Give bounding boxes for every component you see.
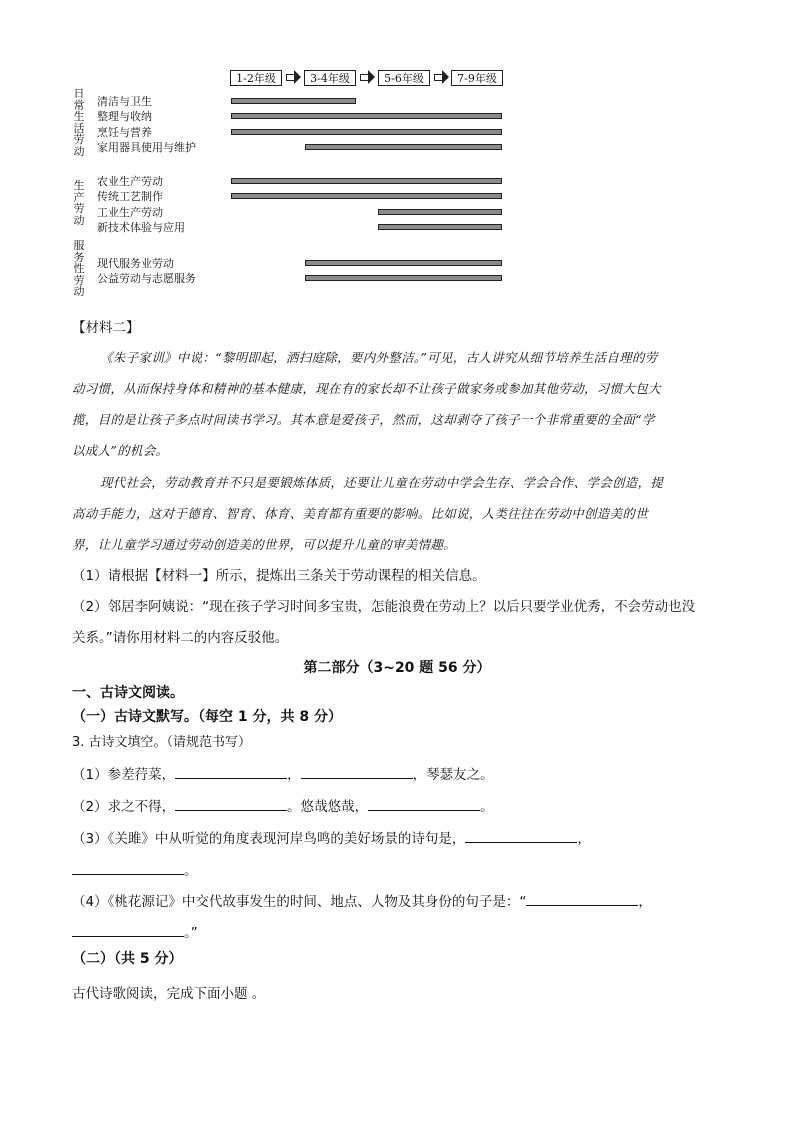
- grade-label-2: 3-4年级: [304, 70, 356, 86]
- question-3-3-line2: 。: [72, 860, 722, 881]
- arrow-right-icon: [360, 74, 368, 81]
- arrow-right-icon: [286, 74, 294, 81]
- section-1-2-title: （二）（共 5 分）: [72, 951, 183, 967]
- item-label: 整理与收纳: [97, 110, 152, 124]
- item-label: 传统工艺制作: [97, 190, 163, 204]
- material2-p1-line3: 揽，目的是让孩子多点时间读书学习。其本意是爱孩子，然而，这却剥夺了孩子一个非常重要的全面“学: [72, 412, 655, 427]
- answer-blank[interactable]: [526, 891, 638, 906]
- question-3-4-line2: 。”: [72, 922, 722, 943]
- question-2-line1: （2）邻居李阿姨说：“现在孩子学习时间多宝贵，怎能浪费在劳动上？以后只要学业优秀，不会劳动也没: [72, 599, 696, 615]
- question-3: 3. 古诗文填空。（请规范书写）: [72, 735, 252, 750]
- arrow-head-icon: [368, 70, 375, 84]
- material2-p1-line2: 动习惯，从而保持身体和精神的基本健康，现在有的家长却不让孩子做家务或参加其他劳动，习惯大包大: [72, 381, 661, 396]
- item-label: 家用器具使用与维护: [97, 140, 196, 154]
- question-3-3: （3）《关雎》中从听觉的角度表现河岸鸟鸣的美好场景的诗句是， ，: [72, 828, 722, 849]
- answer-blank[interactable]: [175, 796, 287, 811]
- material2-p1-line1: 《朱子家训》中说：“黎明即起，洒扫庭除，要内外整洁。”可见，古人讲究从细节培养生活自理的劳: [100, 350, 658, 365]
- question-3-4: （4）《桃花源记》中交代故事发生的时间、地点、人物及其身份的句子是：“ ，: [72, 891, 722, 912]
- grade-range-bar: [231, 129, 502, 135]
- answer-blank[interactable]: [72, 860, 184, 875]
- grade-range-bar: [378, 224, 502, 230]
- answer-blank[interactable]: [368, 796, 480, 811]
- answer-blank[interactable]: [301, 764, 413, 779]
- grade-label-3: 5-6年级: [378, 70, 430, 86]
- grade-label-4: 7-9年级: [451, 70, 503, 86]
- item-label: 工业生产劳动: [97, 205, 163, 219]
- arrow-head-icon: [442, 70, 449, 84]
- material2-p2-line2: 高动手能力，这对于德育、智育、体育、美育都有重要的影响。比如说，人类往往在劳动中创造美的世: [72, 506, 649, 521]
- item-label: 现代服务业劳动: [97, 257, 174, 270]
- section-1-2-desc: 古代诗歌阅读，完成下面小题 。: [72, 986, 266, 1002]
- answer-blank[interactable]: [465, 828, 577, 843]
- answer-blank[interactable]: [175, 764, 287, 779]
- part2-title: 第二部分（3~20 题 56 分）: [303, 660, 491, 676]
- grade-label-1: 1-2年级: [230, 70, 282, 86]
- section-1-1-title: （一）古诗文默写。（每空 1 分，共 8 分）: [72, 709, 342, 725]
- grade-range-bar: [305, 144, 502, 150]
- category-label: 日 常 生 活 劳 动: [73, 87, 85, 158]
- material2-p1-line4: 以成人”的机会。: [72, 443, 169, 458]
- arrow-head-icon: [294, 70, 301, 84]
- material2-p2-line1: 现代社会，劳动教育并不只是要锻炼体质，还要让儿童在劳动中学会生存、学会合作、学会创造，提: [100, 475, 664, 490]
- item-label: 烹饪与营养: [97, 125, 152, 139]
- section-1-title: 一、古诗文阅读。: [72, 685, 184, 701]
- grade-range-bar: [231, 178, 502, 184]
- grade-range-bar: [231, 113, 502, 119]
- question-2-line2: 关系。”请你用材料二的内容反驳他。: [72, 630, 289, 646]
- question-3-2: （2）求之不得， 。悠哉悠哉， 。: [72, 796, 722, 817]
- item-label: 公益劳动与志愿服务: [97, 272, 196, 286]
- material2-title: 【材料二】: [72, 320, 140, 336]
- grade-range-bar: [305, 275, 502, 281]
- question-3-1: （1）参差荇菜， ， ，琴瑟友之。: [72, 764, 722, 785]
- grade-range-bar: [305, 260, 502, 266]
- grade-range-bar: [231, 98, 356, 104]
- category-label: 生 产 劳 动: [73, 179, 85, 227]
- material2-p2-line3: 界，让儿童学习通过劳动创造美的世界，可以提升儿童的审美情趣。: [72, 537, 457, 552]
- item-label: 清洁与卫生: [97, 95, 152, 108]
- question-1: （1）请根据【材料一】所示，提炼出三条关于劳动课程的相关信息。: [72, 568, 486, 584]
- item-label: 新技术体验与应用: [97, 220, 185, 234]
- category-label: 服 务 性 劳 动: [73, 239, 85, 298]
- grade-range-bar: [231, 193, 502, 199]
- answer-blank[interactable]: [72, 922, 184, 937]
- grade-range-bar: [378, 209, 502, 215]
- arrow-right-icon: [434, 74, 442, 81]
- labor-course-chart: [0, 0, 794, 310]
- item-label: 农业生产劳动: [97, 175, 163, 188]
